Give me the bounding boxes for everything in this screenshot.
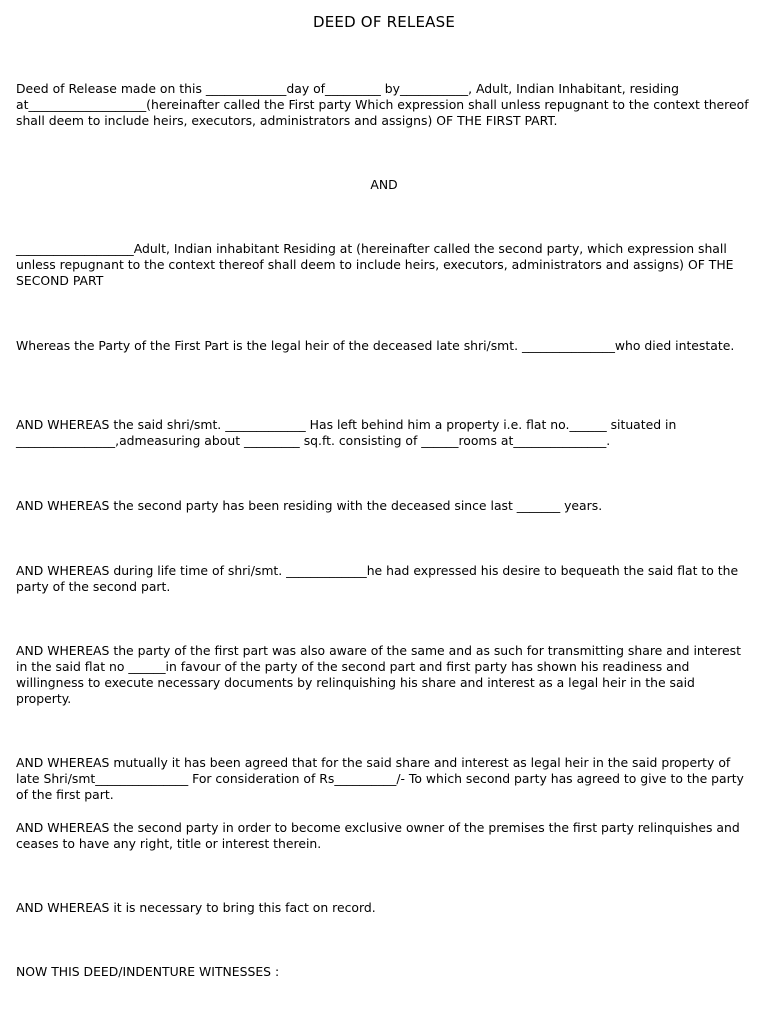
paragraph-witnesses: NOW THIS DEED/INDENTURE WITNESSES :: [16, 964, 280, 979]
paragraph-residing: AND WHEREAS the second party has been residing with the deceased since last _______ years.: [16, 498, 603, 513]
paragraph-record: AND WHEREAS it is necessary to bring this fact on record.: [16, 900, 376, 915]
document-title: DEED OF RELEASE: [312, 13, 456, 31]
paragraph-property: AND WHEREAS the said shri/smt. _____________ Has left behind him a property i.e. flat no.______ situated in ________________,admeasuring about _________ sq.ft. consisting of ______rooms at_______________.: [16, 417, 677, 448]
paragraph-desire: AND WHEREAS during life time of shri/smt. _____________he had expressed his desire to bequeath the said flat to the party of the second part.: [16, 563, 739, 594]
paragraph-aware: AND WHEREAS the party of the first part was also aware of the same and as such for transmitting share and interest in the said flat no ______in favour of the party of the second part and first party has shown his readiness and willingness to execute necessary documents by relinquishing his share and interest as a legal heir in the said property.: [16, 643, 741, 706]
paragraph-legal-heir: Whereas the Party of the First Part is the legal heir of the deceased late shri/smt. _______________who died intestate.: [16, 338, 735, 353]
paragraph-intro: Deed of Release made on this _____________day of_________ by___________, Adult, Indian Inhabitant, residing at___________________(hereinafter called the First party Which expression shall unless repugnant to the context thereof shall deem to include heirs, executors, administrators and assigns) OF THE FIRST PART.: [16, 81, 749, 128]
paragraph-agreed: AND WHEREAS mutually it has been agreed that for the said share and interest as legal heir in the said property of late Shri/smt_______________ For consideration of Rs__________/- To which second party has agreed to give to the party of the first part.: [16, 755, 744, 802]
paragraph-and: AND: [370, 177, 398, 192]
paragraph-second-party: ___________________Adult, Indian inhabitant Residing at (hereinafter called the second party, which expression shall unless repugnant to the context thereof shall deem to include heirs, executors, administrators and assigns) OF THE SECOND PART: [16, 241, 734, 288]
paragraph-exclusive: AND WHEREAS the second party in order to become exclusive owner of the premises the first party relinquishes and ceases to have any right, title or interest therein.: [16, 820, 740, 851]
